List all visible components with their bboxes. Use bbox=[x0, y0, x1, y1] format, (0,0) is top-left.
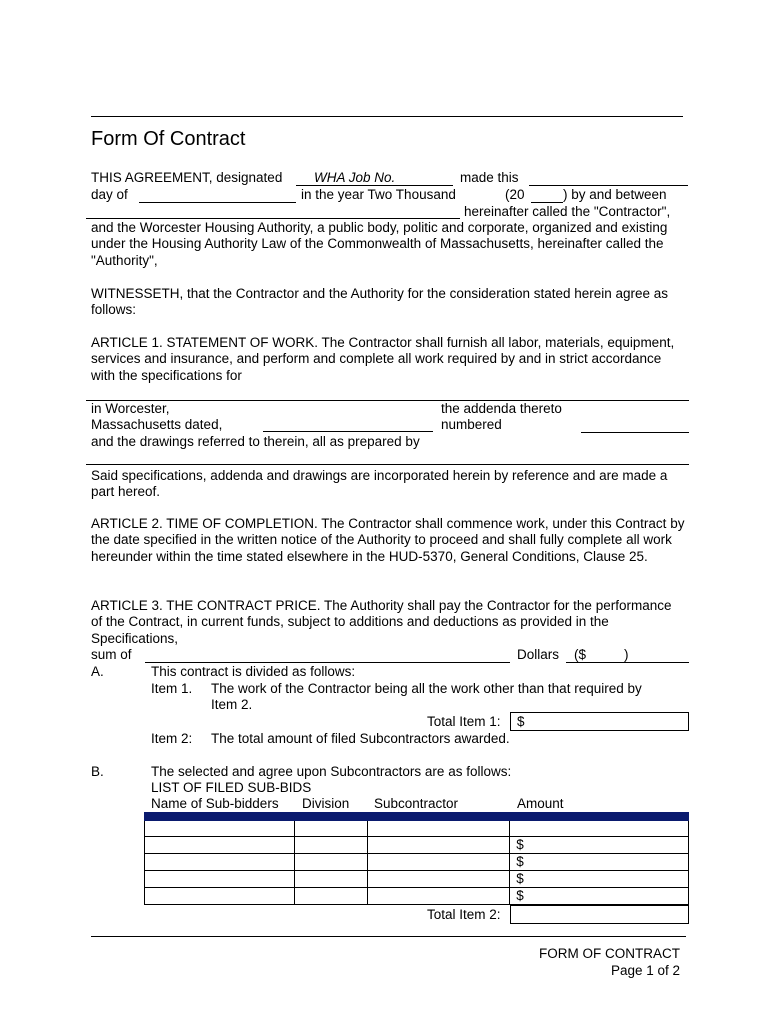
made-this-blank[interactable] bbox=[529, 185, 688, 186]
cell-subcontractor[interactable] bbox=[367, 888, 510, 905]
agreement-line1-a: THIS AGREEMENT, designated bbox=[91, 170, 283, 185]
section-a-letter: A. bbox=[91, 664, 104, 679]
top-rule bbox=[91, 116, 683, 117]
agreement-line2-c: (20 bbox=[505, 187, 525, 202]
dollars-label: Dollars bbox=[517, 647, 560, 662]
item1-text: The work of the Contractor being all the work other than that required by bbox=[211, 681, 642, 696]
section-b-intro: The selected and agree upon Subcontractors are as follows: bbox=[151, 764, 512, 779]
table-header-bar bbox=[145, 813, 689, 821]
article-2-text: ARTICLE 2. TIME OF COMPLETION. The Contractor shall commence work, under this Contract by the date specified in the written notice of the Authority to proceed and shall fully complete all work hereunder within the time stated elsewhere in the HUD-5370, General Conditions, Clause 25. bbox=[91, 516, 685, 564]
item2-label: Item 2: bbox=[151, 731, 193, 746]
addenda-label: the addenda thereto bbox=[441, 401, 562, 416]
cell-name[interactable] bbox=[145, 854, 295, 871]
numbered-label: numbered bbox=[441, 417, 502, 432]
article-3-text: ARTICLE 3. THE CONTRACT PRICE. The Authority shall pay the Contractor for the performance of the Contract, in current funds, subject to additions and deductions as provided in the Specifications, bbox=[91, 598, 672, 646]
day-of-blank[interactable] bbox=[139, 202, 296, 203]
agreement-line2-b: in the year Two Thousand bbox=[301, 187, 456, 202]
prepared-by-line bbox=[86, 464, 689, 465]
table-row bbox=[145, 854, 689, 871]
page-title: Form Of Contract bbox=[91, 128, 246, 150]
sum-of-label: sum of bbox=[91, 647, 132, 662]
mass-dated-label: Massachusetts dated, bbox=[91, 417, 223, 432]
section-a-intro: This contract is divided as follows: bbox=[151, 664, 356, 679]
header-subcontractor: Subcontractor bbox=[374, 796, 459, 811]
cell-subcontractor[interactable] bbox=[367, 837, 510, 854]
agreement-line3: hereinafter called the "Contractor", bbox=[464, 204, 671, 219]
numbered-blank[interactable] bbox=[581, 432, 689, 433]
contractor-name-blank[interactable] bbox=[86, 218, 460, 219]
cell-name[interactable] bbox=[145, 821, 295, 837]
total-item1-label: Total Item 1: bbox=[427, 714, 501, 729]
dated-blank[interactable] bbox=[263, 431, 433, 432]
dollar-open: ($ bbox=[574, 647, 587, 662]
article-1-text: ARTICLE 1. STATEMENT OF WORK. The Contractor shall furnish all labor, materials, equipment, services and insurance, and perform and complete all work required by and in strict accordance with the specifications for bbox=[91, 335, 675, 383]
total-item1-field[interactable] bbox=[510, 712, 689, 731]
cell-division[interactable] bbox=[294, 821, 367, 837]
footer-form-name: FORM OF CONTRACT bbox=[539, 946, 680, 961]
cell-division[interactable] bbox=[294, 854, 367, 871]
cell-amount[interactable]: $ bbox=[510, 854, 689, 871]
header-division: Division bbox=[302, 796, 350, 811]
sum-of-blank[interactable] bbox=[145, 662, 510, 663]
header-name: Name of Sub-bidders bbox=[151, 796, 279, 811]
footer-rule bbox=[91, 936, 686, 937]
agreement-line2-d: ) by and between bbox=[563, 187, 667, 202]
agreement-authority-text: and the Worcester Housing Authority, a public body, politic and corporate, organized and existing under the Housing Authority Law of the Commonwealth of Massachusetts, hereinafter called the "Authority", bbox=[91, 220, 668, 268]
cell-division[interactable] bbox=[294, 888, 367, 905]
total-item1-dollar: $ bbox=[517, 714, 525, 729]
cell-subcontractor[interactable] bbox=[367, 821, 510, 837]
cell-amount[interactable]: $ bbox=[510, 888, 689, 905]
table-row bbox=[145, 821, 689, 837]
cell-division[interactable] bbox=[294, 837, 367, 854]
agreement-line1-b: made this bbox=[460, 170, 519, 185]
dollar-close: ) bbox=[624, 647, 629, 662]
cell-subcontractor[interactable] bbox=[367, 871, 510, 888]
job-number-underline bbox=[296, 185, 453, 186]
year-blank[interactable] bbox=[531, 202, 563, 203]
total-item2-field[interactable] bbox=[510, 905, 689, 924]
cell-name[interactable] bbox=[145, 837, 295, 854]
section-b-letter: B. bbox=[91, 764, 104, 779]
agreement-line2-a: day of bbox=[91, 187, 128, 202]
header-amount: Amount bbox=[517, 796, 564, 811]
cell-amount[interactable]: $ bbox=[510, 837, 689, 854]
cell-subcontractor[interactable] bbox=[367, 854, 510, 871]
specifications-line bbox=[86, 400, 689, 401]
cell-division[interactable] bbox=[294, 871, 367, 888]
in-worcester-label: in Worcester, bbox=[91, 401, 170, 416]
dollar-amount-blank[interactable] bbox=[566, 662, 689, 663]
cell-amount[interactable]: $ bbox=[510, 871, 689, 888]
sub-bids-table bbox=[144, 812, 689, 905]
list-title: LIST OF FILED SUB-BIDS bbox=[151, 780, 312, 795]
job-number-field[interactable]: WHA Job No. bbox=[314, 170, 396, 185]
table-row bbox=[145, 871, 689, 888]
item1-text-2: Item 2. bbox=[211, 697, 253, 712]
cell-name[interactable] bbox=[145, 888, 295, 905]
footer-page-number: Page 1 of 2 bbox=[610, 963, 680, 978]
item2-text: The total amount of filed Subcontractors awarded. bbox=[211, 731, 510, 746]
cell-amount[interactable] bbox=[510, 821, 689, 837]
table-row bbox=[145, 888, 689, 905]
table-row bbox=[145, 837, 689, 854]
witnesseth-text: WITNESSETH, that the Contractor and the Authority for the consideration stated herein agree as follows: bbox=[91, 286, 669, 318]
cell-name[interactable] bbox=[145, 871, 295, 888]
said-specifications-text: Said specifications, addenda and drawings are incorporated herein by reference and are made a part hereof. bbox=[91, 468, 668, 500]
drawings-label: and the drawings referred to therein, all as prepared by bbox=[91, 434, 420, 449]
item1-label: Item 1. bbox=[151, 681, 193, 696]
total-item2-label: Total Item 2: bbox=[427, 907, 501, 922]
